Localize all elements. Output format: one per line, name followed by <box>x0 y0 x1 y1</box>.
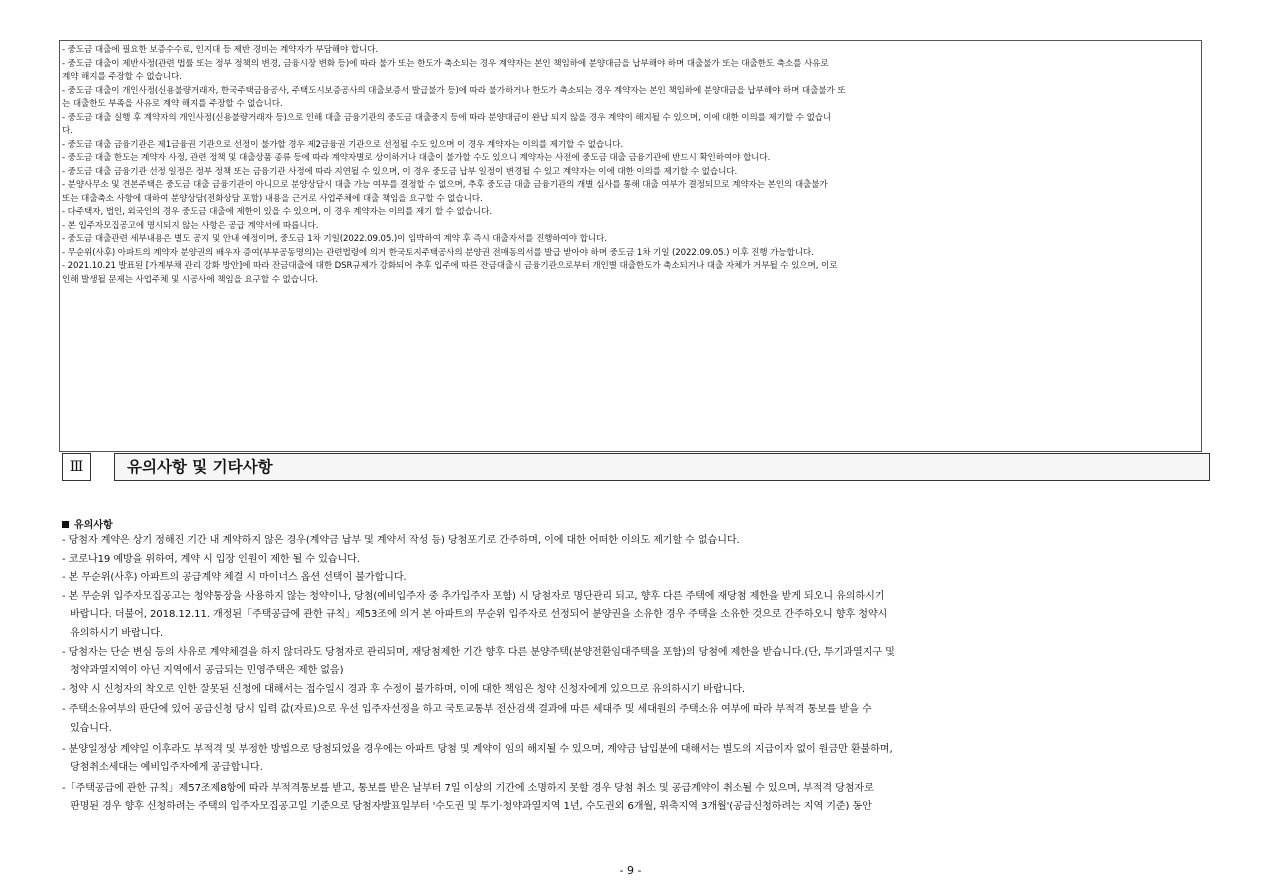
loan-note-line: - 분양사무소 및 견본주택은 중도금 대출 금융기관이 아니므로 분양상담시 대출 가능 여부를 결정할 수 없으며, 추후 중도금 대출 금융기관의 개별 심사를 통해 대출 여부가 결정되므로 계약자는 본인의 대출불가 <box>62 180 828 190</box>
page-number: - 9 - <box>619 864 642 877</box>
square-bullet-icon <box>62 521 69 528</box>
loan-notes-list <box>62 44 1198 287</box>
notice-line: 바랍니다. 더불어, 2018.12.11. 개정된「주택공급에 관한 규칙」제53조에 의거 본 아파트의 무순위 입주자로 선정되어 분양권을 소유한 경우 주택을 소유한 것으로 간주하오니 향후 청약시 <box>70 609 888 621</box>
section-title: 유의사항 및 기타사항 <box>114 453 1210 481</box>
section-number: Ⅲ <box>62 453 91 481</box>
notice-line: 청약과열지역이 아닌 지역에서 공급되는 민영주택은 제한 없음) <box>70 665 344 677</box>
loan-note-line: 인해 발생될 문제는 사업주체 및 시공사에 책임을 요구할 수 없습니다. <box>62 274 318 285</box>
loan-note-line: - 중도금 대출이 개인사정(신용불량거래자, 한국주택금융공사, 주택도시보증공사의 대출보증서 발급불가 등)에 따라 불가하거나 한도가 축소되는 경우 계약자는 본인 책임하에 분양대금을 납부해야 하며 대출불가 또 <box>62 85 846 96</box>
loan-note-line: - 중도금 대출에 필요한 보증수수료, 인지대 등 제반 경비는 계약자가 부담해야 합니다. <box>62 45 379 55</box>
notice-line: - 주택소유여부의 판단에 있어 공급신청 당시 입력 값(자료)으로 우선 입주자선정을 하고 국토교통부 전산검색 결과에 따른 세대주 및 세대원의 주택소유 여부에 따라 부적격 통보를 받을 수 <box>62 704 872 716</box>
notice-line: 당첨취소세대는 예비입주자에게 공급합니다. <box>70 762 263 774</box>
notice-line: - 당첨자 계약은 상기 정해진 기간 내 계약하지 않은 경우(계약금 납부 및 계약서 작성 등) 당첨포기로 간주하며, 이에 대한 어떠한 이의도 제기할 수 없습니다. <box>62 535 740 546</box>
notice-line: - 본 무순위(사후) 아파트의 공급계약 체결 시 마이너스 옵션 선택이 불가합니다. <box>62 572 407 584</box>
notice-heading <box>62 516 113 531</box>
loan-note-line: - 무순위(사후) 아파트의 계약자 분양권의 배우자 증여(부부공동명의)는 관련법령에 의거 한국토지주택공사의 분양권 전매동의서를 발급 받아야 하며 중도금 1차 기일 (2022.09.05.) 이후 진행 가능합니다. <box>62 247 814 258</box>
notice-line: - 분양일정상 계약일 이후라도 부적격 및 부정한 방법으로 당첨되었을 경우에는 아파트 당첨 및 계약이 임의 해지될 수 있으며, 계약금 납입분에 대해서는 별도의 지급이자 없이 원금만 환불하며, <box>62 743 893 755</box>
loan-note-line: - 중도금 대출 실행 후 계약자의 개인사정(신용불량거래자 등)으로 인해 대출 금융기관의 중도금 대출중지 등에 따라 분양대금이 완납 되지 않을 경우 계약이 해지될 수 있으며, 이에 대한 이의를 제기할 수 없습니 <box>62 112 832 123</box>
notice-line: - 당첨자는 단순 변심 등의 사유로 계약체결을 하지 않더라도 당첨자로 관리되며, 재당첨제한 기간 향후 다른 분양주택(분양전환임대주택을 포함)의 당첨에 제한을 받습니다.(단, 투기과열지구 및 <box>62 646 895 658</box>
notice-list <box>62 532 1210 817</box>
loan-note-line: - 중도금 대출이 제반사정(관련 법률 또는 정부 정책의 변경, 금융시장 변화 등)에 따라 불가 또는 한도가 축소되는 경우 계약자는 본인 책임하에 분양대금을 납부해야 하며 대출불가 또는 대출한도 축소를 사유로 <box>62 58 829 69</box>
notice-line: 있습니다. <box>70 722 112 734</box>
loan-note-line: 계약 해지를 주장할 수 없습니다. <box>62 72 182 82</box>
loan-note-line: - 중도금 대출 금융기관은 제1금융권 기관으로 선정이 불가할 경우 제2금융권 기관으로 선정될 수도 있으며 이 경우 계약자는 이의를 제기할 수 없습니다. <box>62 139 624 150</box>
section-header <box>62 453 1210 481</box>
loan-note-line: - 본 입주자모집공고에 명시되지 않는 사항은 공급 계약서에 따릅니다. <box>62 220 319 231</box>
notice-line: -「주택공급에 관한 규칙」제57조제8항에 따라 부적격통보를 받고, 통보를 받은 날부터 7일 이상의 기간에 소명하지 못할 경우 당첨 취소 및 공급계약이 취소될 수 있으며, 부적격 당첨자로 <box>62 782 874 794</box>
notice-line: - 본 무순위 입주자모집공고는 청약통장을 사용하지 않는 청약이나, 당첨(예비입주자 중 추가입주자 포함) 시 당첨자로 명단관리 되고, 향후 다른 주택에 재당첨 제한을 받게 되오니 유의하시기 <box>62 590 885 602</box>
notice-line: 유의하시기 바랍니다. <box>70 627 164 639</box>
loan-note-line: 는 대출한도 부족을 사유로 계약 해지를 주장할 수 없습니다. <box>62 99 283 109</box>
loan-note-line: - 중도금 대출 한도는 계약자 사정, 관련 정책 및 대출상품 종류 등에 따라 계약자별로 상이하거나 대출이 불가할 수도 있으니 계약자는 사전에 중도금 대출 금융기관에 반드시 확인하여야 합니다. <box>62 153 771 163</box>
loan-note-line: - 2021.10.21 발표된 [가계부채 관리 강화 방안]에 따라 잔금대출에 대한 DSR규제가 강화되어 추후 입주에 따른 잔금대출시 금융기관으로부터 개인별 대출한도가 축소되거나 대출 자체가 거부될 수 있으며, 이로 <box>62 261 838 271</box>
loan-note-line: - 중도금 대출관련 세부내용은 별도 공지 및 안내 예정이며, 중도금 1차 기일(2022.09.05.)이 임박하여 계약 후 즉시 대출자서를 진행하여야 합니다. <box>62 234 607 244</box>
notice-line: 판명된 경우 향후 신청하려는 주택의 입주자모집공고일 기준으로 당첨자발표일부터 '수도권 및 투기·청약과열지역 1년, 수도권외 6개월, 위축지역 3개월'(공급신청하려는 지역 기준) 동안 <box>70 801 872 813</box>
notice-line: - 코로나19 예방을 위하여, 계약 시 입장 인원이 제한 될 수 있습니다. <box>62 553 360 565</box>
loan-note-line: - 다주택자, 법인, 외국인의 경우 중도금 대출에 제한이 있을 수 있으며, 이 경우 계약자는 이의를 제기 할 수 없습니다. <box>62 207 492 217</box>
loan-note-line: 다. <box>62 126 73 136</box>
notice-heading-text: 유의사항 <box>74 520 113 531</box>
loan-note-line: 또는 대출축소 사항에 대하여 분양상담(전화상담 포함) 내용을 근거로 사업주체에 대출 책임을 요구할 수 없습니다. <box>62 193 483 204</box>
notice-line: - 청약 시 신청자의 착오로 인한 잘못된 신청에 대해서는 접수일시 경과 후 수정이 불가하며, 이에 대한 책임은 청약 신청자에게 있으므로 유의하시기 바랍니다. <box>62 683 746 695</box>
loan-note-line: - 중도금 대출 금융기관 선정 일정은 정부 정책 또는 금융기관 사정에 따라 지연될 수 있으며, 이 경우 중도금 납부 일정이 변경될 수 있고 계약자는 이에 대한 이의를 제기할 수 없습니다. <box>62 166 738 177</box>
